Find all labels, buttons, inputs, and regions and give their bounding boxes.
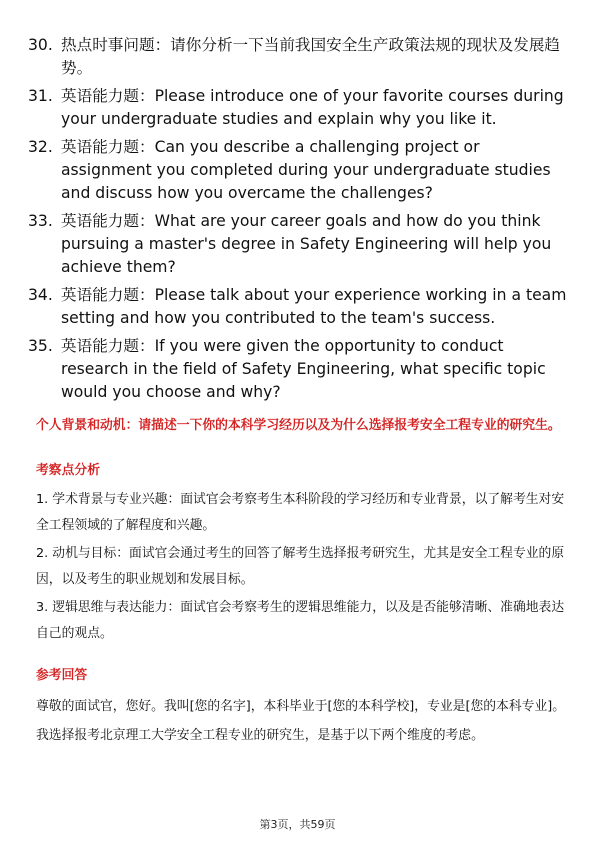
question-number: 31. <box>28 87 53 105</box>
question-text: 英语能力题：Can you describe a challenging project or assignment you completed during your undergraduate studies and discuss how you overcame the challenges? <box>61 138 551 202</box>
question-text: 英语能力题：If you were given the opportunity to conduct research in the field of Safety Engineering, what specific topic would you choose and why? <box>61 337 546 401</box>
question-number: 33. <box>28 212 53 230</box>
page-footer: 第3页，共59页 <box>259 818 336 831</box>
question-number: 30. <box>28 36 53 54</box>
analysis-points <box>36 487 571 649</box>
reference-answer: 尊敬的面试官，您好。我叫[您的名字]，本科毕业于[您的本科学校]，专业是[您的本科专业]。我选择报考北京理工大学安全工程专业的研究生，是基于以下两个维度的考虑。 <box>36 699 566 743</box>
analysis-point: 1. 学术背景与专业兴趣：面试官会考察考生本科阶段的学习经历和专业背景，以了解考生对安全工程领域的了解程度和兴趣。 <box>36 492 565 533</box>
question-number: 35. <box>28 337 53 355</box>
answer-section-label: 参考回答 <box>36 668 88 683</box>
question-item <box>28 34 573 80</box>
question-text: 英语能力题：Please talk about your experience working in a team setting and how you contributed to the team's success. <box>61 286 567 327</box>
question-number: 32. <box>28 138 53 156</box>
question-text: 热点时事问题：请你分析一下当前我国安全生产政策法规的现状及发展趋势。 <box>61 36 561 77</box>
analysis-section-label: 考察点分析 <box>36 463 100 478</box>
analysis-point: 3. 逻辑思维与表达能力：面试官会考察考生的逻辑思维能力，以及是否能够清晰、准确地表达自己的观点。 <box>36 600 565 641</box>
question-item <box>28 284 573 330</box>
focus-question-heading: 个人背景和动机：请描述一下你的本科学习经历以及为什么选择报考安全工程专业的研究生。 <box>36 418 561 433</box>
question-item <box>28 210 573 279</box>
question-item <box>28 136 573 205</box>
analysis-point: 2. 动机与目标：面试官会通过考生的回答了解考生选择报考研究生，尤其是安全工程专业的原因，以及考生的职业规划和发展目标。 <box>36 546 565 587</box>
question-item <box>28 335 573 404</box>
question-list <box>28 34 573 409</box>
question-text: 英语能力题：Please introduce one of your favorite courses during your undergraduate studies and explain why you like it. <box>61 87 564 128</box>
question-item <box>28 85 573 131</box>
question-text: 英语能力题：What are your career goals and how do you think pursuing a master's degree in Safety Engineering will help you achieve them? <box>61 212 552 276</box>
question-number: 34. <box>28 286 53 304</box>
